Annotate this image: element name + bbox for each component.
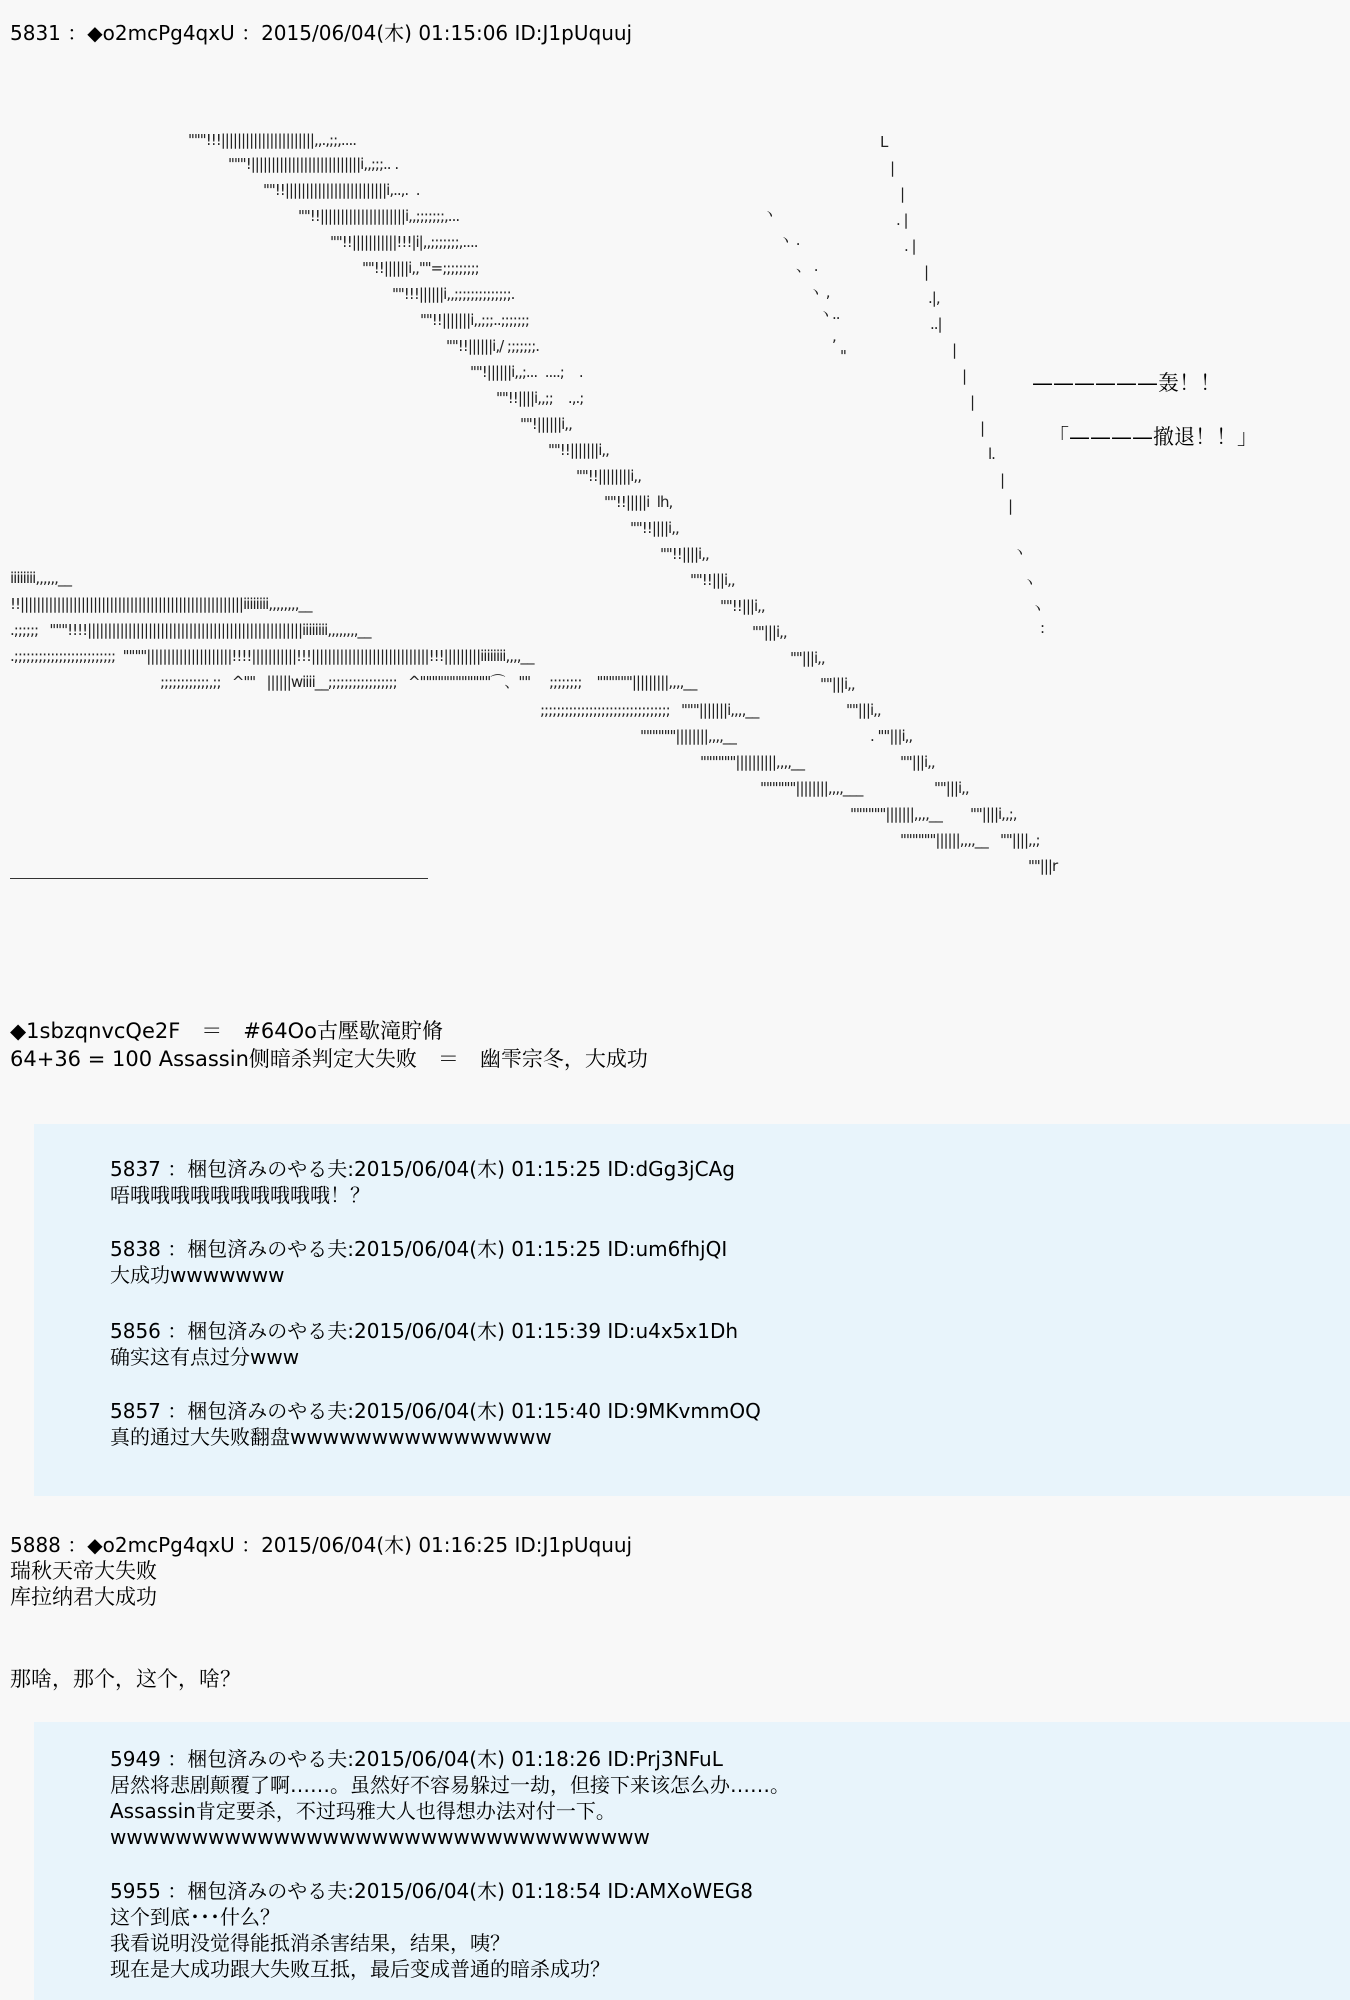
reply-body: 我看说明没觉得能抵消杀害结果，结果，咦？ bbox=[110, 1931, 510, 1955]
art-line: .;;;;;;;;;;;;;;;;;;;;;;;;; """"|||||||||||||||||||||!!!!|||||||||||!!!|||||||||||||||||||||||||||||!!!|||||||||iiiiiiii,,,,__ bbox=[10, 647, 534, 665]
art-line: """"""||||||||,,,,__ bbox=[640, 727, 736, 745]
reply-header: 5949 ：梱包済みのやる夫:2015/06/04(木) 01:18:26 ID:Prj3NFuL bbox=[110, 1747, 723, 1771]
art-line: l. bbox=[988, 445, 995, 463]
art-line: ""!!|||i,, bbox=[690, 571, 735, 589]
art-line: ヽ , bbox=[808, 283, 830, 301]
art-line: ""!!||||||i,/ ;;;;;;;. bbox=[446, 337, 540, 355]
reply-header: 5955 ：梱包済みのやる夫:2015/06/04(木) 01:18:54 ID:AMXoWEG8 bbox=[110, 1879, 753, 1903]
art-line: """"""||||||||,,,,___ bbox=[760, 779, 863, 797]
art-line: : bbox=[1040, 619, 1045, 637]
art-line: ""!!||||i,,;; .,.; bbox=[496, 389, 584, 407]
art-line: ;;;;;;;;;;;;,;; ^"" ||||||wiiii__;;;;;;;;;;;;;;;;; ^""""""""""""⌒、"" ;;;;;;;; """"""|||||||||,,,,__ bbox=[160, 673, 697, 691]
art-line: | bbox=[1000, 471, 1005, 489]
reply-header: 5857 ：梱包済みのやる夫:2015/06/04(木) 01:15:40 ID:9MKvmmOQ bbox=[110, 1399, 761, 1423]
art-line: ""|||i,, bbox=[820, 675, 855, 693]
art-line: """"""||||||||||,,,,__ bbox=[700, 753, 805, 771]
post-header: 5888 ：◆o2mcPg4qxU ：2015/06/04(木) 01:16:25 ID:J1pUquuj bbox=[10, 1533, 633, 1557]
art-line: | bbox=[980, 419, 985, 437]
art-line: ""||||i,,;, bbox=[970, 805, 1017, 823]
reply-block bbox=[34, 1722, 1350, 2000]
art-line: ""!!|||i,, bbox=[720, 597, 765, 615]
art-line: ""!!|||||i lh, bbox=[604, 493, 673, 511]
reply-body: wwwwwwwwwwwwwwwwwwwwwwwwwwwwwwwww bbox=[110, 1825, 650, 1849]
reply-header: 5838 ：梱包済みのやる夫:2015/06/04(木) 01:15:25 ID:um6fhjQI bbox=[110, 1237, 728, 1261]
art-line: ヽ . bbox=[778, 231, 800, 249]
art-line: | bbox=[890, 159, 895, 177]
art-line: ""|||i,, bbox=[752, 623, 787, 641]
art-line: | bbox=[962, 367, 967, 385]
art-line: | bbox=[970, 393, 975, 411]
art-line: ""||||,,; bbox=[1000, 831, 1040, 849]
art-line: ..| bbox=[930, 315, 942, 333]
post-header: 5831 ：◆o2mcPg4qxU ：2015/06/04(木) 01:15:06 ID:J1pUquuj bbox=[10, 21, 633, 45]
art-line: ""|||r bbox=[1028, 857, 1058, 875]
post-body: 瑞秋天帝大失败 bbox=[10, 1559, 157, 1583]
art-line: 、 . bbox=[796, 257, 818, 275]
reply-body: 真的通过大失败翻盘wwwwwwwwwwwwwwww bbox=[110, 1425, 552, 1449]
art-line: """!|||||||||||||||||||||||||||i,,;;;.. . bbox=[228, 155, 399, 173]
art-line: ""|||i,, bbox=[846, 701, 881, 719]
post-body: 那啥，那个，这个，啥？ bbox=[10, 1667, 241, 1691]
art-line: ""!||||||i,, bbox=[520, 415, 572, 433]
art-line: ""!!|||||||||||||||||||||||||i,..,. . bbox=[263, 181, 420, 199]
art-line: ""!!||||||i,,""=;;;;;;;;; bbox=[362, 259, 479, 277]
art-line: ""!!|||||||i,,;;;..;;;;;;; bbox=[420, 311, 529, 329]
reply-body: 确实这有点过分www bbox=[110, 1345, 300, 1369]
art-line: ヽ bbox=[762, 205, 777, 223]
art-line: """"""||||||,,,,__ bbox=[900, 831, 988, 849]
art-line: !!|||||||||||||||||||||||||||||||||||||||||||||||||||||||iiiiiiii,,,,,,,,__ bbox=[10, 595, 312, 613]
art-line: | bbox=[952, 341, 957, 359]
art-line: ""|||i,, bbox=[934, 779, 969, 797]
reply-body: 这个到底･･･什么？ bbox=[110, 1905, 280, 1929]
shout-text: ——————轰！！ bbox=[1032, 371, 1221, 395]
art-line: ""!!|||||||||||||||||||||i,,;;;;;;;,... bbox=[298, 207, 460, 225]
reply-header: 5856 ：梱包済みのやる夫:2015/06/04(木) 01:15:39 ID:u4x5x1Dh bbox=[110, 1319, 739, 1343]
art-line: | bbox=[924, 263, 929, 281]
art-line: ""!!||||i,, bbox=[630, 519, 679, 537]
post-body: 库拉纳君大成功 bbox=[10, 1585, 157, 1609]
reply-body: 现在是大成功跟大失败互抵，最后变成普通的暗杀成功？ bbox=[110, 1957, 610, 1981]
art-line: iiiiiiii,,,,,,__ bbox=[10, 569, 71, 587]
art-line: " bbox=[840, 347, 846, 365]
art-line: ""!||||||i,,;... ....; . bbox=[470, 363, 583, 381]
art-line: ""!!||||||||i,, bbox=[576, 467, 641, 485]
art-line: .|, bbox=[928, 289, 940, 307]
art-line: ヽ bbox=[1012, 543, 1027, 561]
art-line: ""|||i,, bbox=[900, 753, 935, 771]
art-line: . ""|||i,, bbox=[870, 727, 913, 745]
art-line: | bbox=[1008, 497, 1013, 515]
art-line: """"""|||||||,,,,__ bbox=[850, 805, 942, 823]
art-line: , bbox=[832, 327, 836, 345]
art-line: ""!!|||||||i,, bbox=[548, 441, 609, 459]
art-line: ""!!|||||||||||!!!|i|,,;;;;;;;,.... bbox=[330, 233, 478, 251]
dice-result: 64+36 = 100 Assassin侧暗杀判定大失败 ＝ 幽雫宗冬，大成功 bbox=[10, 1047, 648, 1071]
art-line: ;;;;;;;;;;;;;;;;;;;;;;;;;;;;;;;; """|||||||i,,,,__ bbox=[540, 701, 759, 719]
art-line: .;;;;;; """!!!!|||||||||||||||||||||||||||||||||||||||||||||||||||||iiiiiiii,,,,,,,,__ bbox=[10, 621, 371, 639]
art-line: ヽ.. bbox=[818, 305, 840, 323]
reply-body: 唔哦哦哦哦哦哦哦哦哦哦！？ bbox=[110, 1183, 370, 1207]
art-line: ヽ bbox=[1022, 573, 1037, 591]
art-line: ""!!||||i,, bbox=[660, 545, 709, 563]
reply-header: 5837 ：梱包済みのやる夫:2015/06/04(木) 01:15:25 ID:dGg3jCAg bbox=[110, 1157, 735, 1181]
art-line: ""!!!||||||i,,;;;;;;;;;;;;;;. bbox=[392, 285, 515, 303]
separator-line bbox=[10, 878, 428, 879]
art-line: ヽ bbox=[1030, 599, 1045, 617]
art-line: | bbox=[900, 185, 905, 203]
reply-body: 大成功wwwwwww bbox=[110, 1263, 285, 1287]
reply-block bbox=[34, 1124, 1350, 1496]
reply-body: Assassin肯定要杀，不过玛雅大人也得想办法对付一下。 bbox=[110, 1799, 616, 1823]
shout-text: 「————撤退！！」 bbox=[1048, 425, 1258, 449]
reply-body: 居然将悲剧颠覆了啊……。虽然好不容易躲过一劫，但接下来该怎么办……。 bbox=[110, 1773, 790, 1797]
art-line: . | bbox=[896, 211, 908, 229]
art-line: ""|||i,, bbox=[790, 649, 825, 667]
art-line: """!!!|||||||||||||||||||||||,,.,;;,.... bbox=[188, 131, 356, 149]
art-line: L bbox=[880, 133, 888, 151]
dice-result: ◆1sbzqnvcQe2F ＝ #64Oo古壓歇滝貯脩 bbox=[10, 1019, 444, 1043]
art-line: . | bbox=[904, 237, 916, 255]
